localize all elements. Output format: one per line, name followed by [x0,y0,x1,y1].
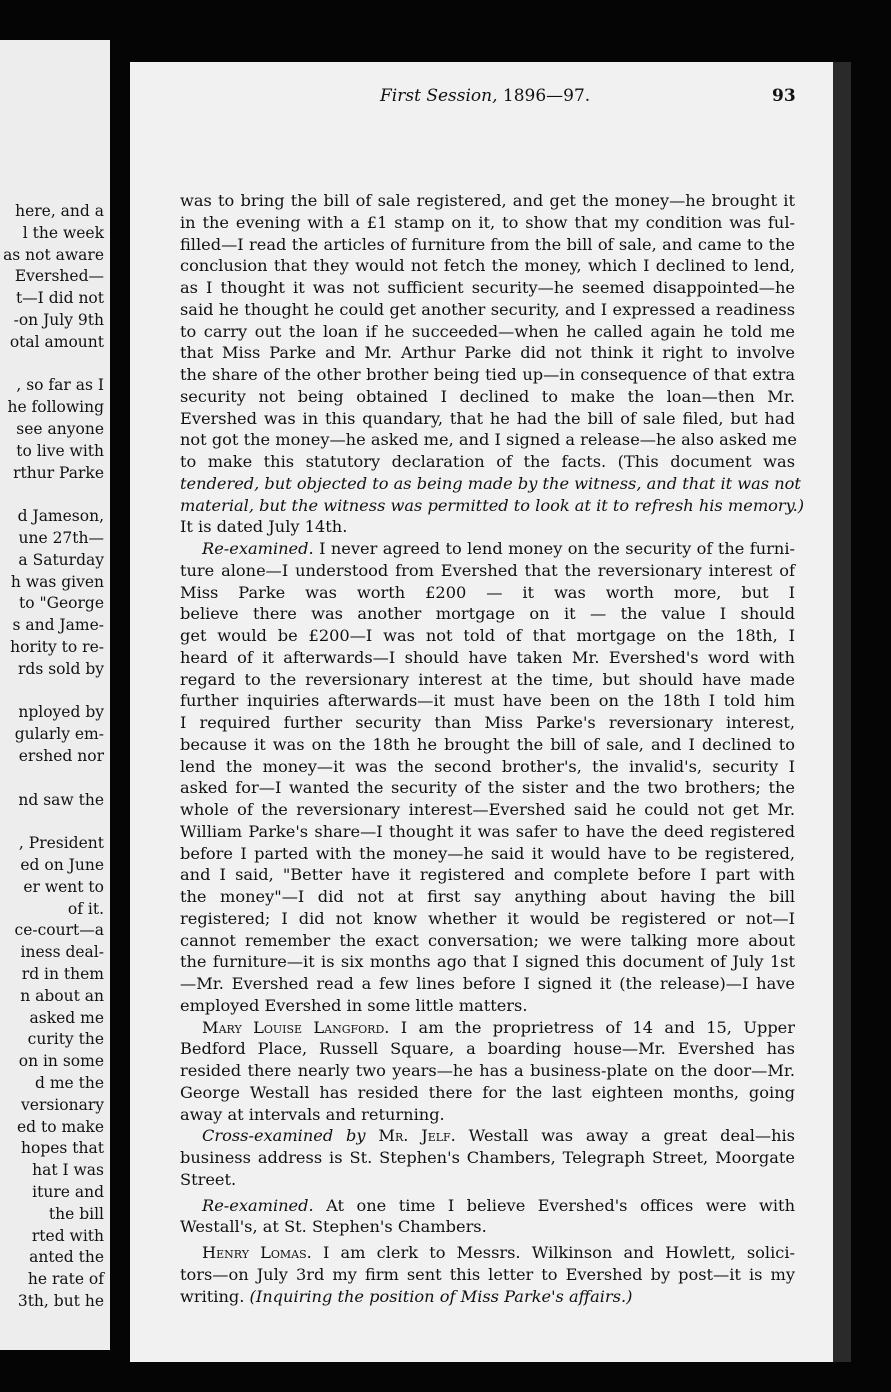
text-line: lend the money—it was the second brother's, the invalid's, security I [180,756,795,776]
text-line: security not being obtained I declined to make the loan—then Mr. [180,386,795,406]
text-line: was to bring the bill of sale registered, and get the money—he brought it [180,191,795,210]
text-line: get would be £200—I was not told of that mortgage on the 18th, I [180,626,795,645]
left-page-line: he following [7,398,104,417]
text-line: because it was on the 18th he brought the bill of sale, and I declined to [180,734,795,754]
text-line: to carry out the loan if he succeeded—when he called again he told me [180,321,795,341]
left-page-line: ed on June [20,856,104,874]
paragraph-lomas [180,1242,795,1307]
paragraph-langford [180,1017,795,1126]
text-line: as I thought it was not sufficient security—he seemed disappointed—he [180,278,795,297]
text-line: said he thought he could get another security, and I expressed a readiness [180,299,795,319]
text-line: conclusion that they would not fetch the money, which I declined to lend, [180,256,795,276]
text-line: tors—on July 3rd my firm sent this letter to Evershed by post—it is my [180,1264,795,1284]
text-line: writing. (Inquiring the position of Miss Parke's affairs.) [180,1286,633,1306]
left-page-line: of it. [67,899,104,918]
left-page-line: iness deal- [20,943,104,962]
text-line: not got the money—he asked me, and I signed a release—he also asked me [180,430,797,450]
text-line: Miss Parke was worth £200 — it was worth more, but I [180,582,795,602]
text-line: filled—I read the articles of furniture from the bill of sale, and came to the [180,234,795,254]
session-label: First Session, [380,86,498,106]
left-page-line: to live with [16,441,104,460]
text-line: and I said, "Better have it registered and complete before I part with [180,865,795,885]
left-page-line: t—I did not [15,289,104,308]
text-line: to make this statutory declaration of the facts. (This document was [180,452,795,471]
left-page-line: as not aware [3,245,104,264]
text-line: further inquiries afterwards—it must have been on the 18th I told him [180,691,795,711]
left-page-line: iture and [32,1183,104,1201]
left-page-line: n about an [20,986,104,1005]
left-page-line: d Jameson, [17,507,104,526]
left-page-line: , President [18,834,104,853]
left-page-line: rted with [31,1226,104,1245]
text-line: whole of the reversionary interest—Evershed said he could not get Mr. [180,800,795,819]
text-line: heard of it afterwards—I should have taken Mr. Evershed's word with [180,647,795,667]
text-line: before I parted with the money—he said it would have to be registered, [180,843,795,863]
witness-name: Mary Louise Langford. [202,1017,390,1037]
left-page-line: nployed by [18,703,104,722]
text-line: registered; I did not know whether it would be registered or not—I [180,908,795,928]
session-years: 1896—97. [502,86,591,106]
text-line: Bedford Place, Russell Square, a boarding house—Mr. Evershed has [180,1039,795,1059]
left-page-line: the bill [48,1204,104,1223]
left-page-line: rd in them [21,965,104,983]
left-page-line: , so far as I [16,376,104,395]
left-page-line: rds sold by [18,659,104,678]
left-page-line: -on July 9th [13,311,104,329]
text-line: employed Evershed in some little matters. [180,995,528,1015]
text-line: away at intervals and returning. [180,1104,445,1124]
text-line: Cross-examined by Mr. Jelf. Westall was away a great deal—his [202,1126,795,1146]
left-page-line: ed to make [16,1117,104,1136]
page-edge-shadow [833,62,851,1362]
text-line: ture alone—I understood from Evershed that the reversionary interest of [180,560,795,580]
left-page-line: hopes that [21,1139,104,1158]
left-page-line: here, and a [15,202,104,220]
page-number: 93 [772,86,796,106]
left-page-line: versionary [21,1095,104,1114]
left-page-line: curity the [27,1030,104,1049]
left-page-line: gularly em- [14,725,104,744]
text-line: resided there nearly two years—he has a business-plate on the door—Mr. [180,1061,795,1080]
text-line: Westall's, at St. Stephen's Chambers. [180,1217,487,1237]
counsel-name: Mr. Jelf. [378,1126,456,1146]
page-body [180,190,805,1307]
section-head: Re-examined. [202,539,314,558]
left-page-line: he rate of [27,1270,104,1289]
left-page-line: une 27th— [18,529,104,547]
left-page-line: on in some [18,1052,104,1071]
text-line: in the evening with a £1 stamp on it, to show that my condition was ful- [180,212,795,232]
stage-note: (Inquiring the position of Miss Parke's affairs.) [249,1286,633,1306]
left-page-line: hority to re- [10,638,104,656]
paragraph-release [180,190,805,538]
left-page-line: anted the [29,1248,104,1267]
text-line: the money"—I did not at first say anything about having the bill [180,887,795,906]
left-page-line: to "George [18,594,104,613]
left-page-line: h was given [10,572,104,591]
page-header [0,82,891,112]
text-line: cannot remember the exact conversation; we were talking more about [180,930,795,950]
left-page-line: otal amount [9,332,104,351]
text-line: Street. [180,1169,237,1189]
left-page-line: see anyone [16,420,104,438]
paragraph-re-examined [180,538,795,1017]
left-page-line: hat I was [32,1161,104,1180]
left-page-line: nd saw the [18,790,104,809]
left-page-fragment [0,40,118,1350]
paragraph-cross-examined [180,1125,795,1190]
left-page-line: er went to [23,877,104,896]
text-line: material, but the witness was permitted to look at it to refresh his memory.) [180,495,805,515]
text-line: believe there was another mortgage on it — the value I should [180,604,795,624]
text-line: George Westall has resided there for the last eighteen months, going [180,1082,795,1102]
left-page-line: Evershed— [14,267,104,286]
left-page-line: l the week [22,223,104,242]
text-line: Re-examined. At one time I believe Evershed's offices were with [202,1195,795,1215]
paragraph-re-examined-2 [180,1195,795,1239]
text-line: regard to the reversionary interest at the time, but should have made [180,669,795,689]
left-page-line: rthur Parke [13,463,104,482]
witness-name: Henry Lomas. [202,1243,312,1262]
text-line: —Mr. Evershed read a few lines before I signed it (the release)—I have [180,974,795,993]
left-page-line: d me the [34,1074,104,1092]
text-line: Evershed was in this quandary, that he had the bill of sale filed, but had [180,408,795,428]
running-head [380,86,590,106]
text-line: the share of the other brother being tied up—in consequence of that extra [180,365,795,384]
text-line: Henry Lomas. I am clerk to Messrs. Wilkinson and Howlett, solici- [202,1243,795,1262]
text-line: the furniture—it is six months ago that I signed this document of July 1st [180,952,795,972]
left-page-line: ershed nor [18,747,104,765]
left-page-line: 3th, but he [17,1292,104,1310]
text-line: tendered, but objected to as being made by the witness, and that it was not [180,473,801,493]
section-head: Cross-examined by [202,1126,366,1146]
text-line: asked for—I wanted the security of the sister and the two brothers; the [180,778,795,798]
section-head: Re-examined. [202,1195,314,1215]
text-line: Mary Louise Langford. I am the proprietress of 14 and 15, Upper [202,1017,795,1037]
text-line: Re-examined. I never agreed to lend money on the security of the furni- [202,539,795,558]
text-line: It is dated July 14th. [180,517,348,537]
left-page-line: asked me [29,1008,104,1027]
text-line: that Miss Parke and Mr. Arthur Parke did not think it right to involve [180,343,795,363]
left-page-line: ce-court—a [14,921,104,940]
text-line: business address is St. Stephen's Chambers, Telegraph Street, Moorgate [180,1148,795,1167]
text-line: I required further security than Miss Parke's reversionary interest, [180,713,795,732]
text-line: William Parke's share—I thought it was safer to have the deed registered [180,821,795,841]
left-page-line: s and Jame- [12,616,104,635]
left-page-line: a Saturday [18,550,104,569]
